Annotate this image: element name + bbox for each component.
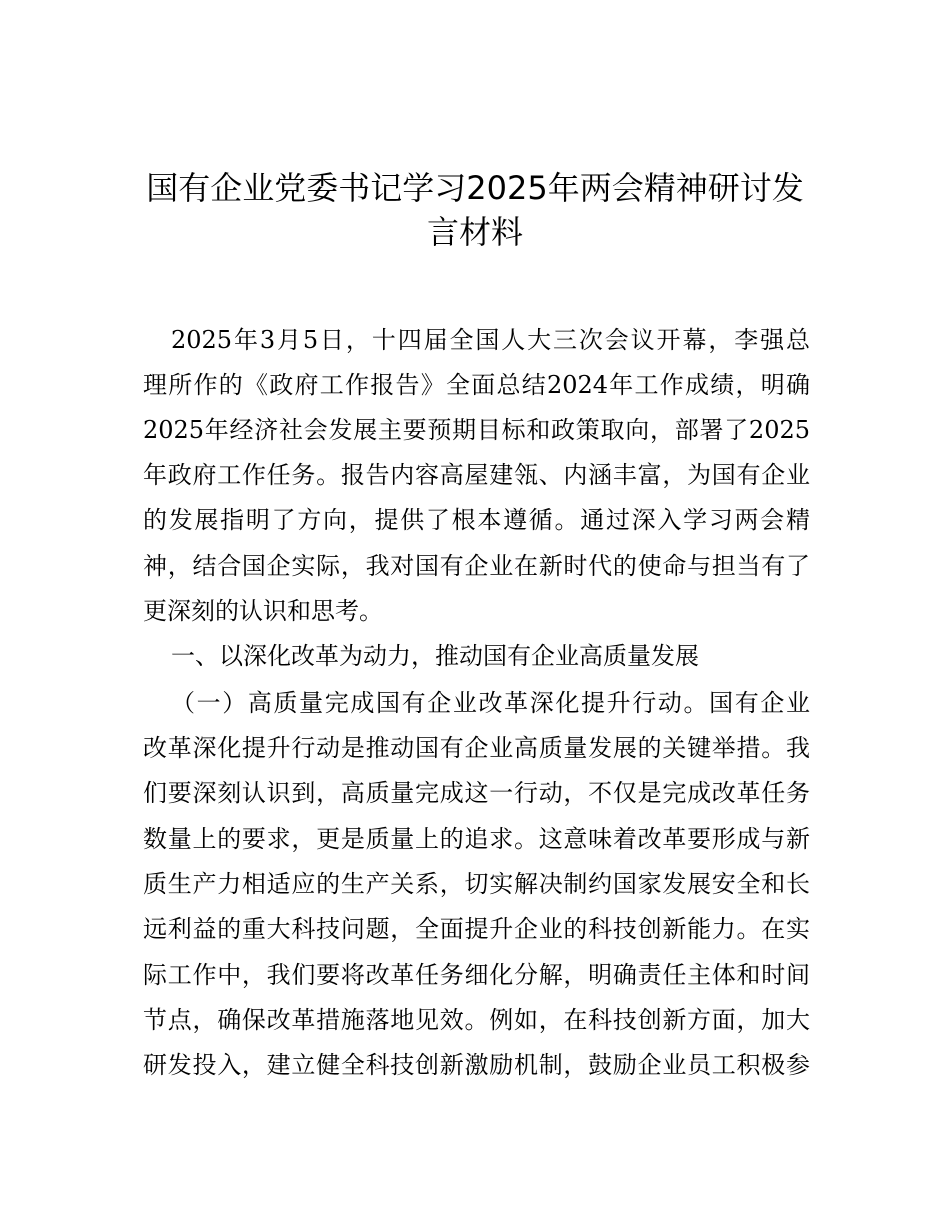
document-title-line-2: 言材料 <box>426 213 523 251</box>
paragraph-2-line: 远利益的重大科技问题，全面提升企业的科技创新能力。在实 <box>143 915 810 943</box>
paragraph-2-line: 质生产力相适应的生产关系，切实解决制约国家发展安全和长 <box>143 870 810 898</box>
paragraph-2-line: 研发投入，建立健全科技创新激励机制，鼓励企业员工积极参 <box>143 1051 810 1079</box>
paragraph-1-line: 2025年经济社会发展主要预期目标和政策取向，部署了2025 <box>143 416 810 444</box>
paragraph-2-line: 们要深刻认识到，高质量完成这一行动，不仅是完成改革任务 <box>143 779 810 807</box>
paragraph-1-line: 的发展指明了方向，提供了根本遵循。通过深入学习两会精 <box>143 506 810 534</box>
paragraph-2-line: 改革深化提升行动是推动国有企业高质量发展的关键举措。我 <box>143 734 810 762</box>
paragraph-1-line: 理所作的《政府工作报告》全面总结2024年工作成绩，明确 <box>143 371 810 399</box>
paragraph-2-line: 数量上的要求，更是质量上的追求。这意味着改革要形成与新 <box>143 825 810 853</box>
paragraph-2-line: 节点，确保改革措施落地见效。例如，在科技创新方面，加大 <box>143 1006 810 1034</box>
paragraph-1-line: 更深刻的认识和思考。 <box>143 597 383 625</box>
paragraph-1-line: 年政府工作任务。报告内容高屋建瓴、内涵丰富，为国有企业 <box>143 461 810 489</box>
paragraph-2-line: （一）高质量完成国有企业改革深化提升行动。国有企业 <box>171 689 810 717</box>
paragraph-1-line: 神，结合国企实际，我对国有企业在新时代的使命与担当有了 <box>143 552 810 580</box>
paragraph-1-line: 2025年3月5日，十四届全国人大三次会议开幕，李强总 <box>171 326 810 354</box>
section-heading-1: 一、以深化改革为动力，推动国有企业高质量发展 <box>171 642 699 670</box>
document-title-line-1: 国有企业党委书记学习2025年两会精神研讨发 <box>146 169 804 207</box>
paragraph-2-line: 际工作中，我们要将改革任务细化分解，明确责任主体和时间 <box>143 961 810 989</box>
